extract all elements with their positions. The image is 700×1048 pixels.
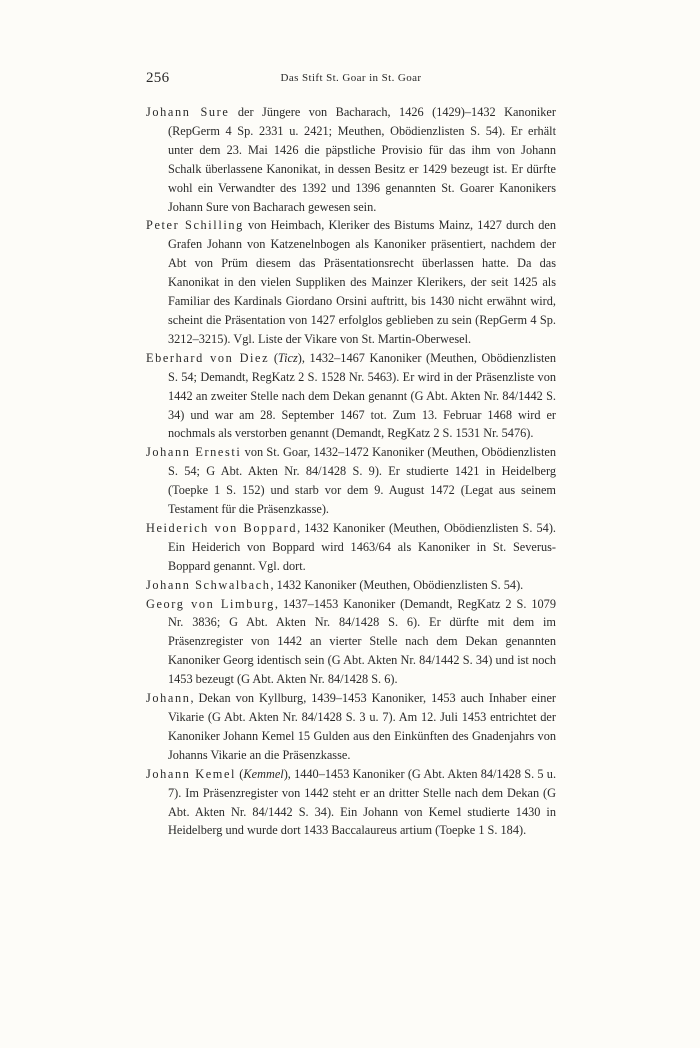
entry-text: der Jüngere von Bacharach, 1426 (1429)–1432 Kanoniker (RepGerm 4 Sp. 2331 u. 2421; Meuthen, Obödienzlisten S. 54). Er erhält unter dem 23. Mai 1426 die päpstliche Provisio für das ihm von Johann Schalk überlassene Kanonikat, in dessen Besitz er 1429 bezeugt ist. Er dürfte wohl ein Verwandter des 1392 und 1396 genannten St. Goarer Kanonikers Johann Sure von Bacharach gewesen sein. [168,105,556,214]
entry-list [146,103,556,840]
entry-name-variant: Ticz [277,350,298,365]
entry-name-variant: Kemmel [243,766,284,781]
entry-name: Peter Schilling [146,218,244,233]
entry-peter-schilling [146,216,556,348]
entry-text: von Heimbach, Kleriker des Bistums Mainz, 1427 durch den Grafen Johann von Katzenelnbogen als Kanoniker präsentiert, nachdem der Abt von Prüm diesem das Präsentationsrecht überlassen hatte. Da das Kanonikat in den vielen Suppliken des Mainzer Klerikers, der seit 1425 als Familiar des Kardinals Giordano Orsini auftritt, bis 1430 nicht erwähnt wird, scheint die Präsentation von 1427 erfolglos geblieben zu sein (RepGerm 4 Sp. 3212–3215). Vgl. Liste der Vikare von St. Martin-Oberwesel. [168,218,557,346]
entry-johann-schwalbach [146,576,556,595]
entry-name: Johann Schwalbach [146,577,271,592]
entry-johann-ernesti [146,443,556,519]
running-head [146,70,556,90]
entry-name: Eberhard von Diez [146,350,270,365]
entry-name: Heiderich von Boppard [146,520,298,535]
running-title: Das Stift St. Goar in St. Goar [280,72,422,84]
entry-text: ), 1432–1467 Kanoniker (Meuthen, Obödienzlisten S. 54; Demandt, RegKatz 2 S. 1528 Nr. 5463). Er wird in der Präsenzliste von 1442 an zweiter Stelle nach dem Dekan genannt (G Abt. Akten Nr. 84/1442 S. 34) und war am 28. September 1467 tot. Zum 13. Februar 1468 wird er nochmals als verstorben genannt (Demandt, RegKatz 2 S. 1531 Nr. 5476). [168,350,556,441]
entry-text: , 1432 Kanoniker (Meuthen, Obödienzlisten S. 54). [270,577,524,592]
entry-johann-kemel [146,765,556,841]
entry-heiderich-von-boppard [146,519,556,576]
entry-johann-sure [146,103,556,216]
entry-georg-von-limburg [146,595,556,690]
entry-text-before: ( [269,350,278,365]
entry-name: Johann Sure [146,105,230,119]
entry-text: , 1432 Kanoniker (Meuthen, Obödienzlisten S. 54). Ein Heiderich von Boppard wird 1463/64 als Kanoniker in St. Severus-Boppard genannt. Vgl. dort. [168,520,556,573]
entry-text: , Dekan von Kyllburg, 1439–1453 Kanoniker, 1453 auch Inhaber einer Vikarie (G Abt. Akten Nr. 84/1428 S. 3 u. 7). Am 12. Juli 1453 entrichtet der Kanoniker Johann Kemel 15 Gulden aus den Einkünften des Gnadenjahrs von Johanns Vikarie an die Präsenzkasse. [168,691,556,762]
entry-johann-dekan-kyllburg [146,689,556,765]
entry-name: Johann Kemel [146,766,237,781]
entry-text: von St. Goar, 1432–1472 Kanoniker (Meuthen, Obödienzlisten S. 54; G Abt. Akten Nr. 84/1428 S. 9). Er studierte 1421 in Heidelberg (Toepke 1 S. 152) und starb vor dem 9. August 1472 (Legat aus seinem Testament für die Präsenzkasse). [168,445,556,517]
entry-name: Johann Ernesti [146,445,242,460]
entry-name: Georg von Limburg [146,596,275,611]
entry-text: ), 1440–1453 Kanoniker (G Abt. Akten 84/1428 S. 5 u. 7). Im Präsenzregister von 1442 steht er an dritter Stelle nach dem Dekan (G Abt. Akten Nr. 84/1442 S. 34). Ein Johann von Kemel studierte 1430 in Heidelberg und wurde dort 1433 Baccalaureus artium (Toepke 1 S. 184). [168,766,557,838]
page-number: 256 [146,70,170,86]
entry-name: Johann [146,691,191,706]
entry-text: , 1437–1453 Kanoniker (Demandt, RegKatz 2 S. 1079 Nr. 3836; G Abt. Akten Nr. 84/1428 S. 6). Er dürfte mit dem im Präsenzregister von 1442 an vierter Stelle nach dem Dekan genannten Kanoniker Georg identisch sein (G Abt. Akten Nr. 84/1442 S. 34) und ist noch 1453 bezeugt (G Abt. Akten Nr. 84/1428 S. 6). [168,596,556,687]
entry-eberhard-von-diez [146,349,556,444]
entry-text-before: ( [236,766,244,781]
